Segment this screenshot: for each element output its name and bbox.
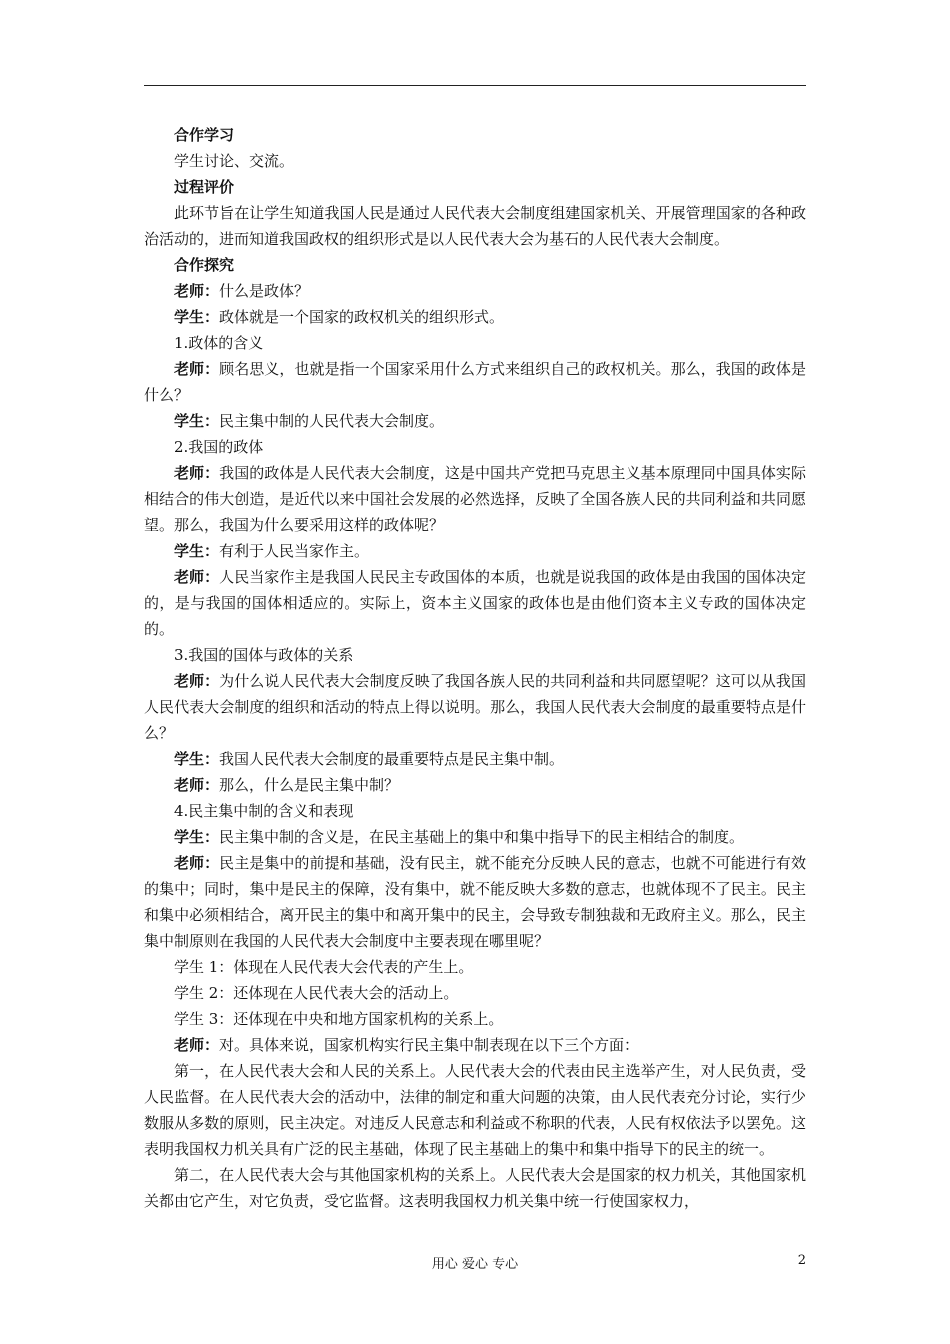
- dialog-text: 有利于人民当家作主。: [219, 542, 370, 560]
- dialog-paragraph: [144, 746, 806, 772]
- body-paragraph: 学生 1：体现在人民代表大会代表的产生上。: [174, 958, 474, 976]
- speaker-label: 学生：: [174, 828, 220, 846]
- dialog-text: 对。具体来说，国家机构实行民主集中制表现在以下三个方面：: [219, 1036, 640, 1054]
- speaker-label: 老师：: [174, 854, 220, 872]
- dialog-text: 那么，什么是民主集中制？: [219, 776, 400, 794]
- dialog-paragraph: [144, 564, 806, 642]
- section-heading: 过程评价: [174, 178, 235, 196]
- body-paragraph: 4.民主集中制的含义和表现: [174, 802, 354, 820]
- speaker-label: 老师：: [174, 464, 220, 482]
- dialog-paragraph: [144, 278, 806, 304]
- speaker-label: 学生：: [174, 412, 220, 430]
- body-paragraph: 学生 3：还体现在中央和地方国家机构的关系上。: [174, 1010, 504, 1028]
- dialog-text: 民主是集中的前提和基础，没有民主，就不能充分反映人民的意志，也就不可能进行有效的集中；同时，集中是民主的保障，没有集中，就不能反映大多数的意志，也就体现不了民主。民主和集中必须相结合，离开民主的集中和离开集中的民主，会导致专制独裁和无政府主义。那么，民主集中制原则在我国的人民代表大会制度中主要表现在哪里呢？: [144, 854, 806, 950]
- dialog-paragraph: [144, 668, 806, 746]
- dialog-text: 民主集中制的人民代表大会制度。: [219, 412, 445, 430]
- dialog-text: 人民当家作主是我国人民民主专政国体的本质，也就是说我国的政体是由我国的国体决定的，是与我国的国体相适应的。实际上，资本主义国家的政体也是由他们资本主义专政的国体决定的。: [144, 568, 806, 638]
- footer-motto: 用心 爱心 专心: [431, 1257, 519, 1272]
- dialog-text: 顾名思义，也就是指一个国家采用什么方式来组织自己的政权机关。那么，我国的政体是什么？: [144, 360, 806, 404]
- dialog-text: 为什么说人民代表大会制度反映了我国各族人民的共同利益和共同愿望呢？这可以从我国人民代表大会制度的组织和活动的特点上得以说明。那么，我国人民代表大会制度的最重要特点是什么？: [144, 672, 806, 742]
- header-rule: [144, 85, 806, 86]
- dialog-paragraph: [144, 824, 806, 850]
- page-number: 2: [797, 1253, 806, 1268]
- dialog-text: 我国的政体是人民代表大会制度，这是中国共产党把马克思主义基本原理同中国具体实际相结合的伟大创造，是近代以来中国社会发展的必然选择，反映了全国各族人民的共同利益和共同愿望。那么，我国为什么要采用这样的政体呢？: [144, 464, 806, 534]
- dialog-paragraph: [144, 538, 806, 564]
- dialog-paragraph: [144, 408, 806, 434]
- dialog-paragraph: [144, 304, 806, 330]
- dialog-text: 什么是政体？: [219, 282, 310, 300]
- dialog-paragraph: [144, 772, 806, 798]
- body-paragraph: 学生 2：还体现在人民代表大会的活动上。: [174, 984, 459, 1002]
- body-paragraph: 此环节旨在让学生知道我国人民是通过人民代表大会制度组建国家机关、开展管理国家的各种政治活动的，进而知道我国政权的组织形式是以人民代表大会为基石的人民代表大会制度。: [144, 204, 806, 248]
- speaker-label: 老师：: [174, 672, 220, 690]
- dialog-paragraph: [144, 356, 806, 408]
- dialog-paragraph: [144, 460, 806, 538]
- body-paragraph: 3.我国的国体与政体的关系: [174, 646, 354, 664]
- speaker-label: 老师：: [174, 282, 220, 300]
- section-heading: 合作学习: [174, 126, 235, 144]
- section-heading: 合作探究: [174, 256, 235, 274]
- dialog-text: 民主集中制的含义是，在民主基础上的集中和集中指导下的民主相结合的制度。: [219, 828, 745, 846]
- body-paragraph: 第一，在人民代表大会和人民的关系上。人民代表大会的代表由民主选举产生，对人民负责，受人民监督。在人民代表大会的活动中，法律的制定和重大问题的决策，由人民代表充分讨论，实行少数服从多数的原则，民主决定。对违反人民意志和利益或不称职的代表，人民有权依法予以罢免。这表明我国权力机关具有广泛的民主基础，体现了民主基础上的集中和集中指导下的民主的统一。: [144, 1062, 806, 1158]
- dialog-paragraph: [144, 1032, 806, 1058]
- speaker-label: 学生：: [174, 750, 220, 768]
- speaker-label: 老师：: [174, 360, 220, 378]
- body-paragraph: 1.政体的含义: [174, 334, 264, 352]
- dialog-paragraph: [144, 850, 806, 954]
- body-paragraph: 学生讨论、交流。: [174, 152, 295, 170]
- document-body: [144, 122, 806, 1214]
- dialog-text: 我国人民代表大会制度的最重要特点是民主集中制。: [219, 750, 565, 768]
- dialog-text: 政体就是一个国家的政权机关的组织形式。: [219, 308, 505, 326]
- speaker-label: 学生：: [174, 542, 220, 560]
- speaker-label: 老师：: [174, 1036, 220, 1054]
- speaker-label: 学生：: [174, 308, 220, 326]
- body-paragraph: 第二，在人民代表大会与其他国家机构的关系上。人民代表大会是国家的权力机关，其他国家机关都由它产生，对它负责，受它监督。这表明我国权力机关集中统一行使国家权力，: [144, 1166, 806, 1210]
- speaker-label: 老师：: [174, 776, 220, 794]
- body-paragraph: 2.我国的政体: [174, 438, 264, 456]
- speaker-label: 老师：: [174, 568, 220, 586]
